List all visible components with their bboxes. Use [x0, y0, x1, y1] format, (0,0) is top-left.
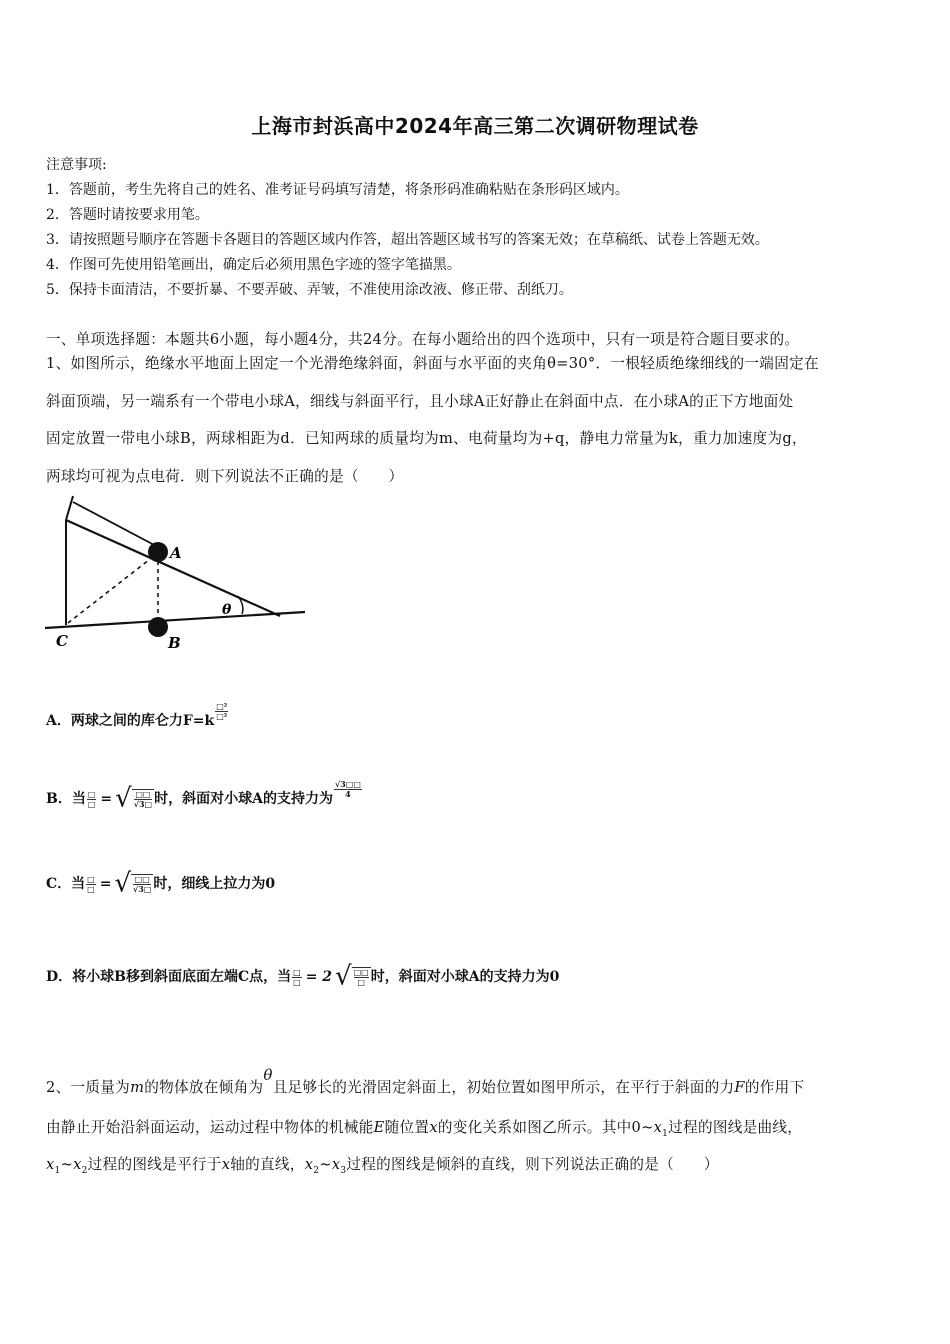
dashed-ca	[68, 556, 154, 623]
option-c-suffix: 时，细线上拉力为0	[153, 876, 276, 892]
q1-option-b	[46, 779, 363, 814]
option-b-sqrt: √ □□ √3□	[115, 783, 153, 814]
label-a: A	[170, 544, 182, 562]
q1-line: 固定放置一带电小球B，两球相距为d．已知两球的质量均为m、电荷量均为+q，静电力常量为k，重力加速度为g，	[46, 430, 807, 447]
q1-option-d	[46, 961, 560, 992]
option-c-prefix: C．当	[46, 876, 86, 892]
incline-line	[66, 520, 280, 616]
q1-option-a	[46, 702, 229, 730]
option-b-fraction: $\frac{□}{□}$	[87, 788, 96, 809]
q2-line-2: 由静止开始沿斜面运动，运动过程中物体的机械能E随位置x的变化关系如图乙所示。其中$0\sim x_1$过程的图线是曲线，	[46, 1119, 803, 1139]
q2-line-1: 2、一质量为m的物体放在倾角为θ且足够长的光滑固定斜面上，初始位置如图甲所示，在平行于斜面的力F的作用下	[46, 1066, 805, 1096]
option-b-result: $\frac{√3□□}{4}$	[334, 779, 361, 799]
option-c-sqrt: √ □□ √3□	[114, 868, 152, 899]
notice-item: 4．作图可先使用铅笔画出，确定后必须用黑色字迹的签字笔描黑。	[46, 257, 461, 273]
option-a-text: A．两球之间的库仑力F=k	[46, 713, 215, 729]
label-c: C	[56, 632, 68, 650]
q1-line: 两球均可视为点电荷．则下列说法不正确的是（ ）	[46, 468, 404, 485]
ball-b	[148, 617, 168, 637]
option-d-suffix: 时，斜面对小球A的支持力为0	[370, 969, 560, 985]
notice-item: 5．保持卡面清洁，不要折暴、不要弄破、弄皱，不准使用涂改液、修正带、刮纸刀。	[46, 282, 573, 298]
notice-item: 3．请按照题号顺序在答题卡各题目的答题区域内作答，超出答题区域书写的答案无效；在草稿纸、试卷上答题无效。	[46, 232, 769, 248]
option-c-fraction: $\frac{□}{□}$	[87, 873, 95, 894]
label-theta: θ	[222, 602, 232, 618]
q2-line-3: $x_1\sim x_2$过程的图线是平行于x轴的直线，$x_2\sim x_3$过程的图线是倾斜的直线，则下列说法正确的是（ ）	[46, 1156, 719, 1176]
equals-sign: =	[100, 791, 113, 807]
notice-item: 2．答题时请按要求用笔。	[46, 207, 209, 223]
notice-heading: 注意事项:	[46, 157, 107, 173]
equals-sign: =	[99, 876, 112, 892]
notice-item: 1．答题前，考生先将自己的姓名、准考证号码填写清楚，将条形码准确粘贴在条形码区域内。	[46, 182, 629, 198]
option-a-fraction: $\frac{\text{□²}}{\text{□²}}$	[216, 701, 228, 721]
option-d-prefix: D．将小球B移到斜面底面左端C点，当	[46, 969, 292, 985]
option-d-sqrt: √ □□ □	[335, 961, 369, 992]
option-d-fraction: $\frac{□}{□}$	[293, 966, 301, 987]
section-heading: 一、单项选择题：本题共6小题，每小题4分，共24分。在每小题给出的四个选项中，只有一项是符合题目要求的。	[46, 331, 800, 348]
page-title: 上海市封浜高中2024年高三第二次调研物理试卷	[251, 114, 699, 138]
thread-line	[73, 502, 158, 547]
slope-top	[66, 496, 73, 520]
q1-figure	[40, 490, 320, 655]
ground-line	[45, 612, 305, 628]
equals-two: = 2	[305, 969, 333, 985]
option-b-prefix: B．当	[46, 791, 86, 807]
ball-a	[148, 542, 168, 562]
label-b: B	[168, 634, 181, 652]
theta-symbol: θ	[263, 1066, 273, 1084]
q1-line: 斜面顶端，另一端系有一个带电小球A，细线与斜面平行，且小球A正好静止在斜面中点．在小球A的正下方地面处	[46, 393, 794, 410]
option-b-mid: 时，斜面对小球A的支持力为	[154, 791, 333, 807]
q1-line: 1、如图所示，绝缘水平地面上固定一个光滑绝缘斜面，斜面与水平面的夹角θ=30°．一根轻质绝缘细线的一端固定在	[46, 355, 819, 372]
q1-option-c	[46, 868, 276, 899]
